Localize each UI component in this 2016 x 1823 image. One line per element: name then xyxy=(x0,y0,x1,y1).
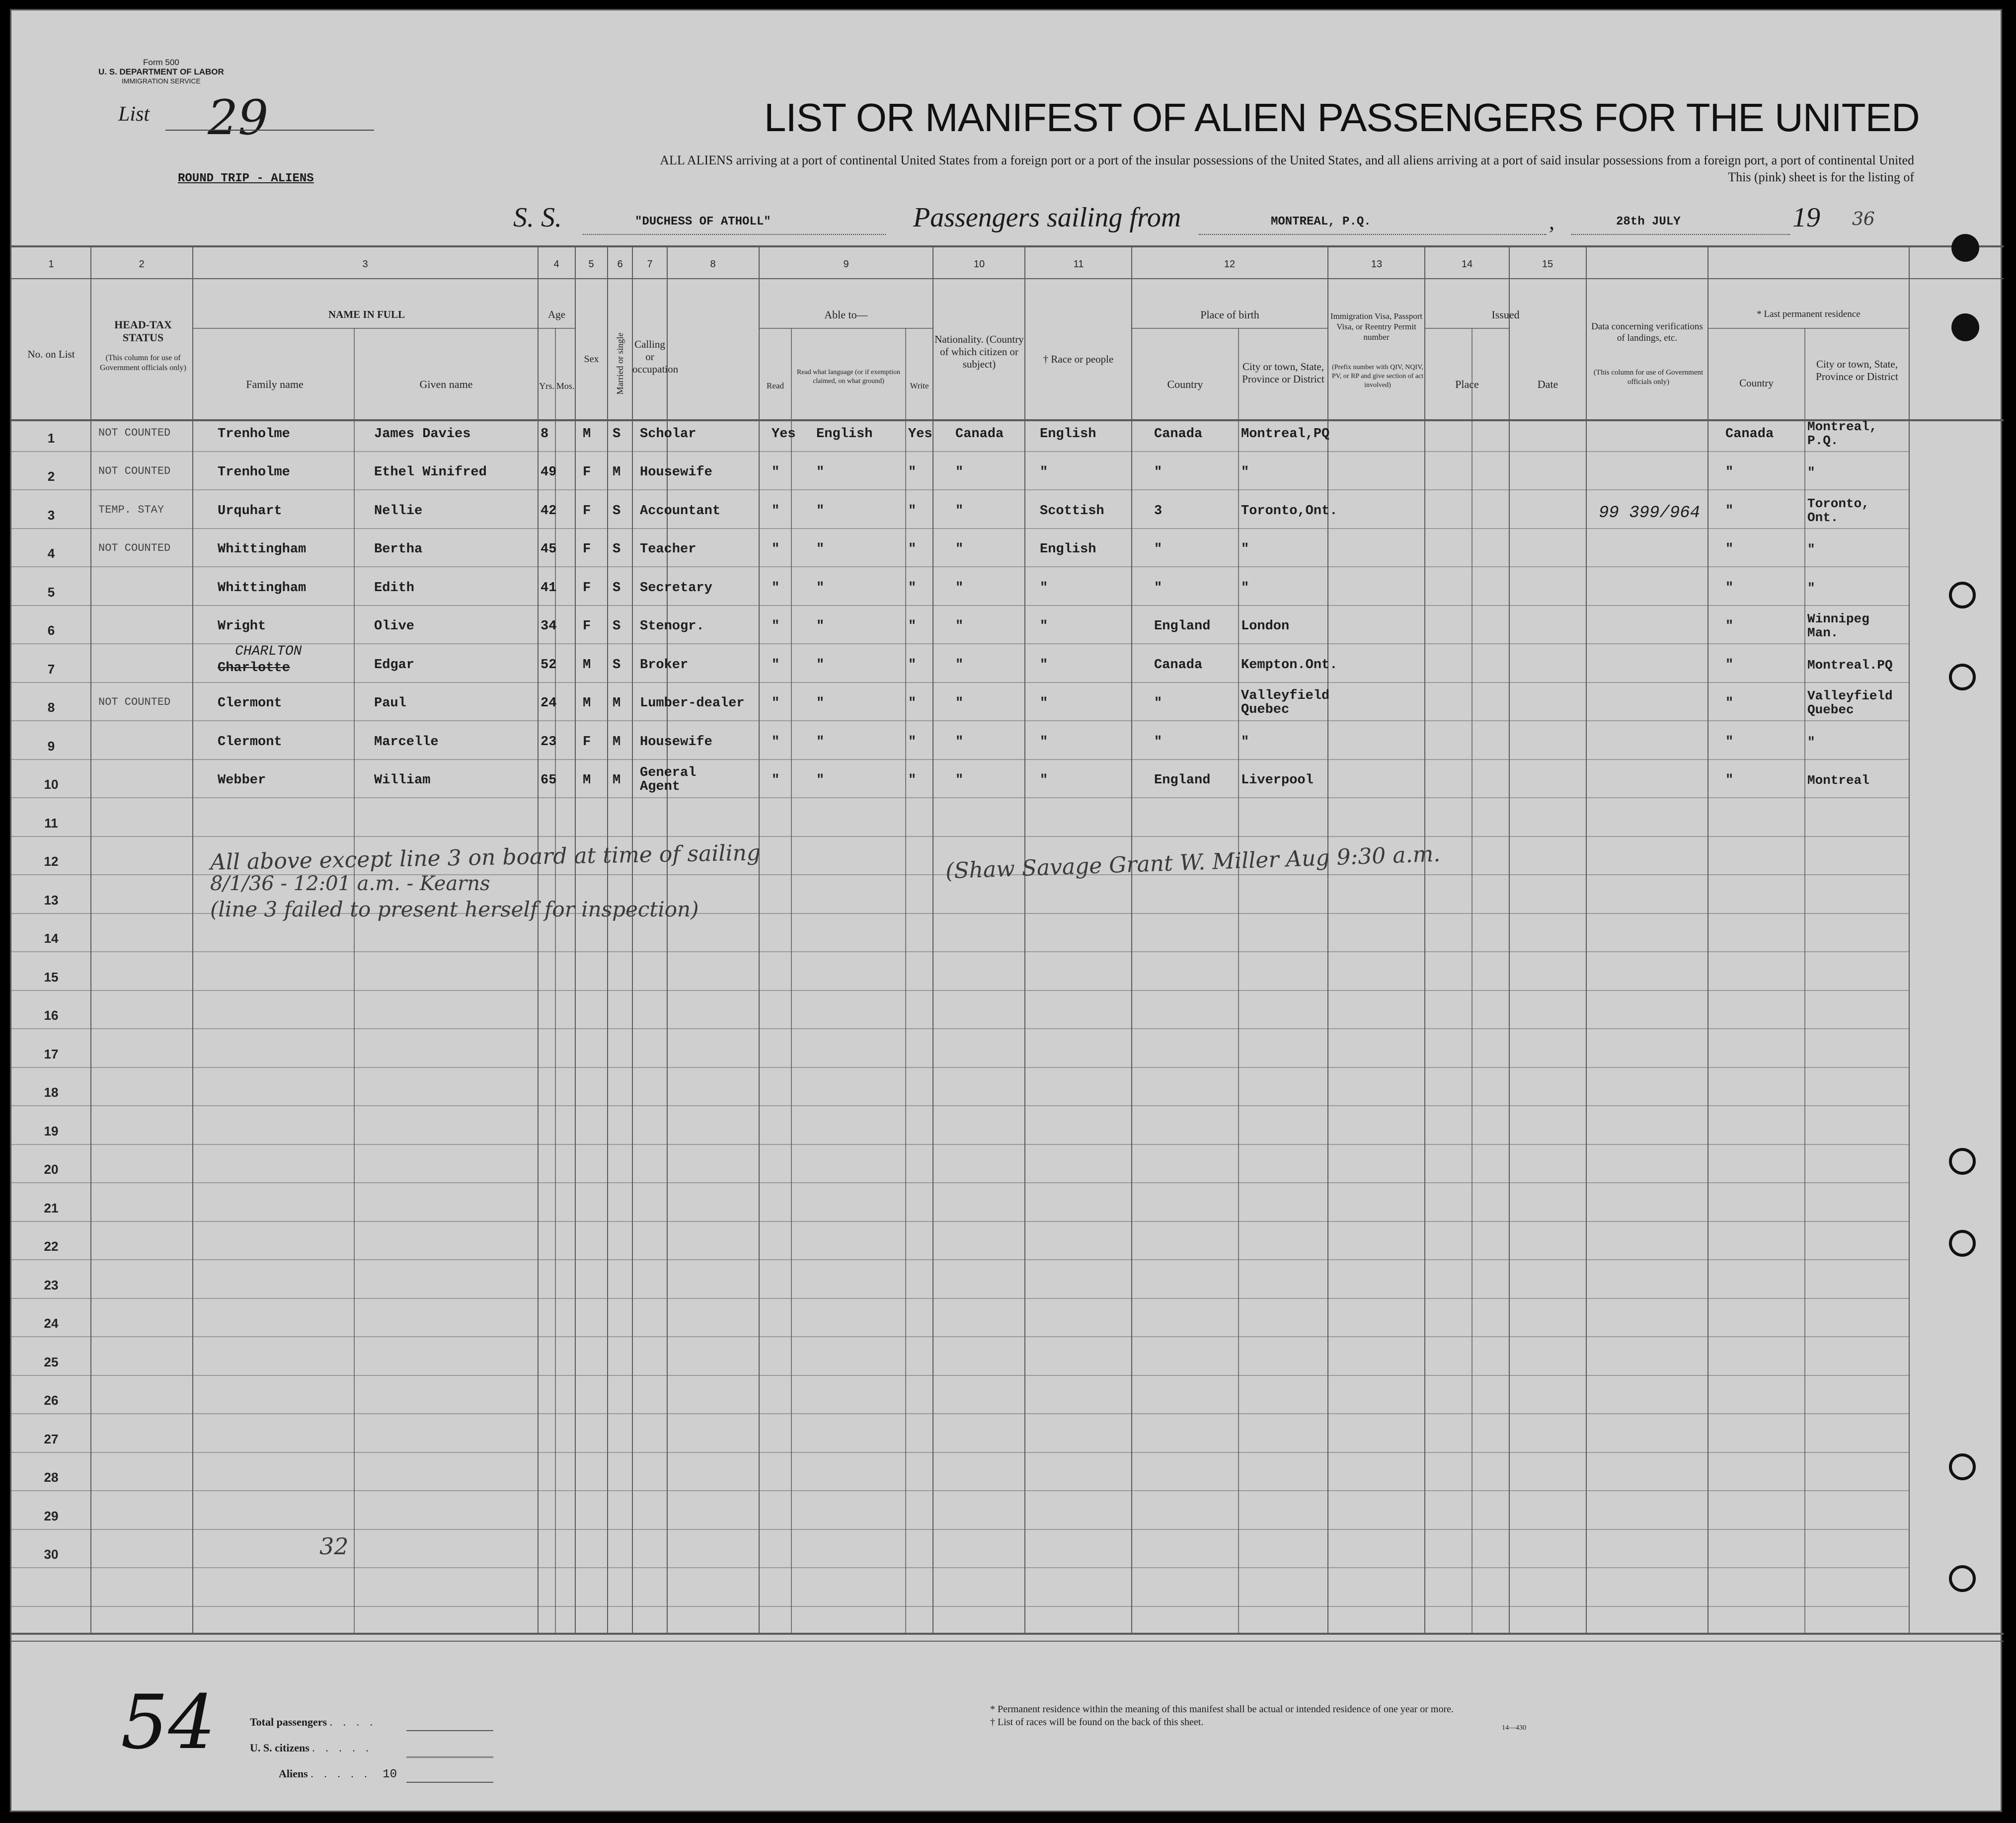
cell-given: Paul xyxy=(374,696,406,711)
cell-res-country: " xyxy=(1725,696,1734,711)
cell-given: William xyxy=(374,773,431,788)
row-number: 15 xyxy=(44,970,59,985)
cell-yrs: 42 xyxy=(541,504,557,519)
column-header: Country xyxy=(1167,378,1203,390)
cell-ms: S xyxy=(613,542,621,557)
cell-language: " xyxy=(816,658,825,673)
column-header: Place xyxy=(1455,378,1479,390)
cell-birth-country: Canada xyxy=(1154,427,1203,442)
column-header: Read xyxy=(767,381,784,390)
cell-verification: 99 399/964 xyxy=(1599,504,1701,523)
row-number: 19 xyxy=(44,1124,59,1139)
cell-language: " xyxy=(816,773,825,788)
column-number: 7 xyxy=(647,259,653,270)
cell-occupation: Teacher xyxy=(640,542,697,557)
cell-res-city: " xyxy=(1807,542,1815,557)
cell-occupation: Scholar xyxy=(640,427,697,442)
cell-birth-city: Kempton.Ont. xyxy=(1241,658,1338,673)
cell-race: " xyxy=(1040,773,1048,788)
port-line xyxy=(1199,234,1547,235)
cell-nationality: " xyxy=(955,773,964,788)
row-number: 27 xyxy=(44,1432,59,1446)
row-number: 2 xyxy=(47,469,55,484)
cell-sex: F xyxy=(583,465,591,480)
cell-sex: F xyxy=(583,735,591,750)
cell-nationality: " xyxy=(955,696,964,711)
row-number: 7 xyxy=(47,662,55,677)
row-number: 4 xyxy=(47,546,55,561)
column-number: 8 xyxy=(710,259,716,270)
cell-write: " xyxy=(908,465,917,480)
row-number: 3 xyxy=(47,508,55,523)
cell-birth-city: " xyxy=(1241,735,1249,750)
cell-res-city: " xyxy=(1807,581,1815,596)
cell-language: English xyxy=(816,427,873,442)
column-header: HEAD-TAX STATUS xyxy=(114,318,172,344)
row-number: 28 xyxy=(44,1470,59,1485)
round-trip-label: ROUND TRIP - ALIENS xyxy=(178,172,314,185)
cell-headtax: NOT COUNTED xyxy=(98,465,171,477)
cell-birth-city: London xyxy=(1241,619,1290,634)
cell-read: " xyxy=(772,542,780,557)
family-name-correction: CHARLTON xyxy=(235,644,302,659)
cell-family: Trenholme xyxy=(218,465,290,480)
cell-given: Olive xyxy=(374,619,415,634)
cell-birth-country: 3 xyxy=(1154,504,1163,519)
column-header: Place of birth xyxy=(1200,308,1259,321)
column-number: 3 xyxy=(362,259,368,270)
cell-given: Edgar xyxy=(374,658,415,673)
binder-ring xyxy=(1949,1565,1976,1592)
cell-race: " xyxy=(1040,465,1048,480)
binder-hole xyxy=(1951,234,1979,262)
column-header: City or town, State, Province or District xyxy=(1816,358,1898,382)
cell-write: " xyxy=(908,619,917,634)
cell-language: " xyxy=(816,465,825,480)
cell-ms: M xyxy=(613,465,621,480)
cell-res-city: Toronto, Ont. xyxy=(1807,496,1869,525)
cell-read: " xyxy=(772,735,780,750)
handwritten-note-line2: 8/1/36 - 12:01 a.m. - Kearns xyxy=(210,872,490,895)
cell-birth-city: Montreal,PQ xyxy=(1241,427,1330,442)
cell-occupation: Broker xyxy=(640,658,689,673)
list-label: List xyxy=(118,103,150,126)
cell-write: " xyxy=(908,542,917,557)
binder-ring xyxy=(1949,1230,1976,1257)
cell-nationality: " xyxy=(955,658,964,673)
ship-name-line xyxy=(583,234,886,235)
cell-family: Charlotte xyxy=(218,661,290,676)
column-number: 12 xyxy=(1224,259,1236,270)
cell-sex: F xyxy=(583,504,591,519)
cell-occupation: Secretary xyxy=(640,581,712,596)
column-header: † Race or people xyxy=(1043,353,1114,365)
aliens-line xyxy=(406,1782,493,1783)
cell-res-country: " xyxy=(1725,658,1734,673)
cell-birth-country: " xyxy=(1154,465,1163,480)
cell-birth-city: " xyxy=(1241,542,1249,557)
binder-ring xyxy=(1949,582,1976,608)
binder-ring xyxy=(1949,664,1976,690)
port-of-departure: MONTREAL, P.Q. xyxy=(1271,215,1371,228)
row-number: 9 xyxy=(47,739,55,754)
column-number: 13 xyxy=(1371,259,1383,270)
cell-family: Clermont xyxy=(218,735,282,750)
column-number: 14 xyxy=(1461,259,1473,270)
cell-nationality: " xyxy=(955,465,964,480)
row-number: 14 xyxy=(44,931,59,946)
cell-res-country: " xyxy=(1725,504,1734,519)
header-instructions: ALL ALIENS arriving at a port of continental United States from a foreign port or a port of the insular possessions of the United States, and all aliens arriving at a port of said insular possessions from a foreign port, a port of continental United This (pink) sheet is for the listing of xyxy=(660,153,1914,184)
year-prefix: 19 xyxy=(1792,202,1820,233)
ship-name: "DUCHESS OF ATHOLL" xyxy=(635,215,771,228)
column-number: 11 xyxy=(1073,259,1084,270)
cell-headtax: NOT COUNTED xyxy=(98,696,171,708)
cell-yrs: 65 xyxy=(541,773,557,788)
column-number: 5 xyxy=(588,259,594,270)
sailing-date: 28th JULY xyxy=(1616,215,1681,228)
cell-sex: F xyxy=(583,542,591,557)
cell-occupation: Lumber-dealer xyxy=(640,696,745,711)
column-header: Yrs. xyxy=(539,381,554,391)
row-number: 1 xyxy=(47,431,55,446)
cell-family: Clermont xyxy=(218,696,282,711)
cell-ms: M xyxy=(613,735,621,750)
column-number: 6 xyxy=(617,259,623,270)
cell-given: Bertha xyxy=(374,542,423,557)
row-number: 23 xyxy=(44,1278,59,1292)
column-header: Country xyxy=(1739,377,1774,389)
sailing-from-label: Passengers sailing from xyxy=(913,202,1181,233)
list-number: 29 xyxy=(208,90,269,146)
column-number: 2 xyxy=(139,259,145,270)
cell-given: Ethel Winifred xyxy=(374,465,487,480)
column-header: (This column for use of Government officials only) xyxy=(1593,369,1704,386)
column-header: NAME IN FULL xyxy=(328,308,405,320)
column-header: Given name xyxy=(419,378,473,390)
comma: , xyxy=(1549,210,1554,234)
cell-res-country: " xyxy=(1725,581,1734,596)
cell-res-city: Montreal xyxy=(1807,773,1869,788)
column-header: Married or single xyxy=(615,332,625,395)
cell-nationality: " xyxy=(955,542,964,557)
cell-res-city: " xyxy=(1807,465,1815,480)
cell-occupation: General Agent xyxy=(640,765,697,794)
column-header: Sex xyxy=(584,354,599,365)
row-number: 17 xyxy=(44,1047,59,1062)
column-header: Family name xyxy=(246,378,304,390)
row-number: 13 xyxy=(44,893,59,908)
cell-write: " xyxy=(908,581,917,596)
handwritten-note-line1: All above except line 3 on board at time of sailing xyxy=(210,840,761,875)
cell-given: Marcelle xyxy=(374,735,439,750)
cell-language: " xyxy=(816,735,825,750)
cell-yrs: 8 xyxy=(541,427,549,442)
row-number: 20 xyxy=(44,1162,59,1177)
cell-res-country: Canada xyxy=(1725,427,1774,442)
year-suffix: 36 xyxy=(1852,209,1875,229)
cell-occupation: Housewife xyxy=(640,735,712,750)
cell-race: " xyxy=(1040,696,1048,711)
cell-language: " xyxy=(816,542,825,557)
cell-sex: F xyxy=(583,581,591,596)
cell-occupation: Accountant xyxy=(640,504,721,519)
cell-ms: M xyxy=(613,696,621,711)
cell-write: " xyxy=(908,658,917,673)
cell-race: English xyxy=(1040,427,1096,442)
cell-write: Yes xyxy=(908,427,932,442)
cell-birth-country: " xyxy=(1154,696,1163,711)
column-header: Nationality. (Country of which citizen or subject) xyxy=(934,333,1024,370)
cell-family: Whittingham xyxy=(218,581,307,596)
date-line xyxy=(1571,234,1790,235)
row-number: 12 xyxy=(44,854,59,869)
list-number-line xyxy=(165,130,374,131)
cell-ms: S xyxy=(613,619,621,634)
column-number: 9 xyxy=(843,259,849,270)
cell-res-city: Valleyfield Quebec xyxy=(1807,688,1893,717)
column-header: No. on List xyxy=(27,348,75,360)
cell-yrs: 49 xyxy=(541,465,557,480)
cell-yrs: 24 xyxy=(541,696,557,711)
cell-race: " xyxy=(1040,658,1048,673)
row-number: 30 xyxy=(44,1547,59,1562)
cell-read: Yes xyxy=(772,427,796,442)
row-number: 10 xyxy=(44,777,59,792)
cell-ms: S xyxy=(613,581,621,596)
cell-birth-city: " xyxy=(1241,465,1249,480)
cell-ms: S xyxy=(613,427,621,442)
row-number: 22 xyxy=(44,1239,59,1254)
cell-res-country: " xyxy=(1725,773,1734,788)
row-number: 29 xyxy=(44,1509,59,1523)
cell-birth-city: Toronto,Ont. xyxy=(1241,504,1338,519)
cell-family: Wright xyxy=(218,619,266,634)
binder-ring xyxy=(1949,1453,1976,1480)
row-number: 8 xyxy=(47,700,55,715)
total-line xyxy=(406,1730,493,1731)
cell-read: " xyxy=(772,465,780,480)
cell-ms: S xyxy=(613,658,621,673)
handwritten-total: 54 xyxy=(121,1679,216,1766)
cell-family: Urquhart xyxy=(218,504,282,519)
cell-write: " xyxy=(908,696,917,711)
column-header: (This column for use of Government officials only) xyxy=(100,354,186,372)
cell-read: " xyxy=(772,696,780,711)
manifest-paper xyxy=(10,9,2002,1812)
column-number: 10 xyxy=(973,259,985,270)
cell-occupation: Housewife xyxy=(640,465,712,480)
row-number: 6 xyxy=(47,623,55,638)
cell-language: " xyxy=(816,581,825,596)
binder-ring xyxy=(1949,1148,1976,1175)
cell-yrs: 45 xyxy=(541,542,557,557)
print-code: 14—430 xyxy=(1502,1724,1526,1732)
cell-write: " xyxy=(908,735,917,750)
form-id: Form 500 U. S. DEPARTMENT OF LABOR IMMIGRATION SERVICE xyxy=(98,58,224,85)
cell-res-city: Montreal, P.Q. xyxy=(1807,419,1877,448)
cell-write: " xyxy=(908,504,917,519)
cell-birth-country: England xyxy=(1154,619,1211,634)
cell-sex: M xyxy=(583,773,591,788)
cell-res-country: " xyxy=(1725,735,1734,750)
cell-sex: M xyxy=(583,696,591,711)
cell-nationality: " xyxy=(955,581,964,596)
column-header: Able to— xyxy=(824,308,868,321)
cell-ms: M xyxy=(613,773,621,788)
cell-sex: M xyxy=(583,427,591,442)
cell-birth-city: Valleyfield Quebec xyxy=(1241,688,1330,717)
cell-birth-country: Canada xyxy=(1154,658,1203,673)
cell-birth-country: England xyxy=(1154,773,1211,788)
cell-sex: M xyxy=(583,658,591,673)
cell-birth-country: " xyxy=(1154,542,1163,557)
cell-read: " xyxy=(772,581,780,596)
column-header: City or town, State, Province or District xyxy=(1242,361,1324,385)
cell-family: Trenholme xyxy=(218,427,290,442)
cell-sex: F xyxy=(583,619,591,634)
cell-given: Nellie xyxy=(374,504,423,519)
cell-family: Webber xyxy=(218,773,266,788)
column-header: Calling or occupation xyxy=(632,338,679,375)
cell-language: " xyxy=(816,619,825,634)
page-title: LIST OR MANIFEST OF ALIEN PASSENGERS FOR THE UNITED xyxy=(764,95,1920,140)
column-number: 15 xyxy=(1542,259,1553,270)
handwritten-note-line3: (line 3 failed to present herself for inspection) xyxy=(210,897,699,921)
cell-res-country: " xyxy=(1725,542,1734,557)
footnotes: * Permanent residence within the meaning of this manifest shall be actual or intended residence of one year or more. † List of races will be found on the back of this sheet. xyxy=(990,1704,1454,1728)
cell-given: James Davies xyxy=(374,427,471,442)
column-number: 4 xyxy=(553,259,559,270)
row-number: 18 xyxy=(44,1085,59,1100)
totals-block: Total passengers . . . . U. S. citizens . . . . . Aliens . . . . . 10 xyxy=(250,1716,397,1781)
cell-race: " xyxy=(1040,619,1048,634)
column-header: Read what language (or if exemption claimed, on what ground) xyxy=(797,369,900,385)
cell-res-city: Montreal.PQ xyxy=(1807,658,1893,673)
cell-res-city: Winnipeg Man. xyxy=(1807,611,1869,640)
cell-headtax: TEMP. STAY xyxy=(98,504,164,516)
cell-birth-city: " xyxy=(1241,581,1249,596)
cell-res-country: " xyxy=(1725,465,1734,480)
cell-birth-city: Liverpool xyxy=(1241,773,1314,788)
row-number: 21 xyxy=(44,1201,59,1215)
column-header: Date xyxy=(1537,378,1558,390)
binder-hole xyxy=(1951,313,1979,341)
ss-label: S. S. xyxy=(513,202,562,233)
row-number: 26 xyxy=(44,1393,59,1408)
cell-ms: S xyxy=(613,504,621,519)
column-header: Immigration Visa, Passport Visa, or Reentry Permit number xyxy=(1330,311,1423,342)
column-header: Age xyxy=(548,308,565,320)
row-number: 16 xyxy=(44,1008,59,1023)
cell-headtax: NOT COUNTED xyxy=(98,542,171,554)
cell-nationality: " xyxy=(955,504,964,519)
cell-nationality: " xyxy=(955,619,964,634)
column-header: * Last permanent residence xyxy=(1757,309,1861,319)
cell-res-country: " xyxy=(1725,619,1734,634)
row-number: 25 xyxy=(44,1355,59,1369)
row-number: 5 xyxy=(47,585,55,600)
cell-nationality: Canada xyxy=(955,427,1004,442)
cell-res-city: " xyxy=(1807,735,1815,750)
handwritten-signature-note: (Shaw Savage Grant W. Miller Aug 9:30 a.m. xyxy=(945,841,1441,884)
cell-birth-country: " xyxy=(1154,581,1163,596)
column-header: Mos. xyxy=(556,381,575,391)
page-tally: 32 xyxy=(319,1533,349,1560)
cell-given: Edith xyxy=(374,581,415,596)
cell-race: " xyxy=(1040,581,1048,596)
column-header: Write xyxy=(910,381,929,390)
cell-read: " xyxy=(772,504,780,519)
cell-family: Whittingham xyxy=(218,542,307,557)
citizens-line xyxy=(406,1756,493,1758)
cell-read: " xyxy=(772,658,780,673)
cell-write: " xyxy=(908,773,917,788)
cell-birth-country: " xyxy=(1154,735,1163,750)
row-number: 11 xyxy=(44,816,58,831)
cell-yrs: 34 xyxy=(541,619,557,634)
column-header: (Prefix number with QIV, NQIV, PV, or RP and give section of act involved) xyxy=(1331,364,1424,389)
cell-race: " xyxy=(1040,735,1048,750)
cell-language: " xyxy=(816,696,825,711)
cell-race: Scottish xyxy=(1040,504,1104,519)
cell-read: " xyxy=(772,619,780,634)
cell-headtax: NOT COUNTED xyxy=(98,427,171,439)
cell-nationality: " xyxy=(955,735,964,750)
cell-occupation: Stenogr. xyxy=(640,619,704,634)
cell-language: " xyxy=(816,504,825,519)
column-number: 1 xyxy=(48,259,54,270)
cell-race: English xyxy=(1040,542,1096,557)
row-number: 24 xyxy=(44,1316,59,1331)
cell-yrs: 23 xyxy=(541,735,557,750)
cell-read: " xyxy=(772,773,780,788)
cell-yrs: 52 xyxy=(541,658,557,673)
cell-yrs: 41 xyxy=(541,581,557,596)
column-header: Issued xyxy=(1491,308,1520,321)
column-header: Data concerning verifications of landings, etc. xyxy=(1591,321,1703,343)
